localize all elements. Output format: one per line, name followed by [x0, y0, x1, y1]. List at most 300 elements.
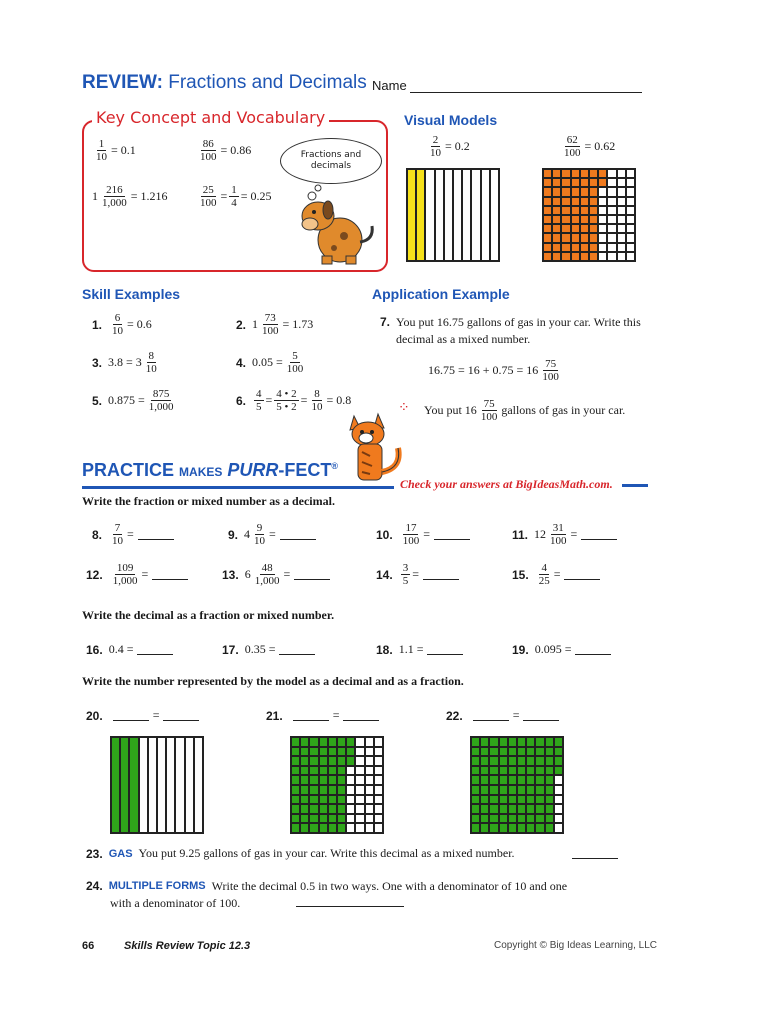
model-cell — [526, 823, 535, 833]
model-strip — [444, 169, 453, 261]
model-cell — [471, 804, 480, 814]
model-cell — [571, 206, 580, 215]
answer-blank[interactable] — [575, 644, 611, 655]
model-cell — [543, 215, 552, 224]
answer-blank[interactable] — [294, 569, 330, 580]
model-cell — [526, 766, 535, 776]
model-cell — [626, 233, 635, 242]
model-cell — [617, 233, 626, 242]
model-cell — [291, 766, 300, 776]
model-cell — [480, 766, 489, 776]
model-cell — [328, 823, 337, 833]
dog-illustration-icon — [288, 180, 378, 268]
model-cell — [589, 169, 598, 178]
model-cell — [607, 233, 616, 242]
model-cell — [346, 795, 355, 805]
model-cell — [291, 804, 300, 814]
model-cell — [545, 775, 554, 785]
model-cell — [300, 804, 309, 814]
model-cell — [309, 775, 318, 785]
model-cell — [319, 756, 328, 766]
model-cell — [480, 823, 489, 833]
model-cell — [300, 766, 309, 776]
answer-blank[interactable] — [427, 644, 463, 655]
answer-blank[interactable] — [564, 569, 600, 580]
model-cell — [319, 775, 328, 785]
model-cell — [374, 804, 383, 814]
model-cell — [598, 233, 607, 242]
model-cell — [545, 747, 554, 757]
model-cell — [508, 785, 517, 795]
model-strip — [425, 169, 434, 261]
model-cell — [489, 804, 498, 814]
model-cell — [328, 775, 337, 785]
model-cell — [328, 747, 337, 757]
model-cell — [589, 224, 598, 233]
vm-eq-a: $\frac{2}{10}$ = 0.2 — [430, 134, 470, 159]
model-cell — [309, 785, 318, 795]
model-cell — [545, 756, 554, 766]
model-cell — [489, 766, 498, 776]
model-cell — [480, 814, 489, 824]
model-cell — [374, 756, 383, 766]
copyright: Copyright © Big Ideas Learning, LLC — [494, 940, 658, 951]
model-cell — [589, 197, 598, 206]
key-concept-title: Key Concept and Vocabulary — [92, 108, 329, 127]
model-cell — [598, 243, 607, 252]
model-cell — [626, 206, 635, 215]
model-cell — [328, 785, 337, 795]
model-cell — [355, 795, 364, 805]
model-cell — [571, 252, 580, 261]
model-cell — [561, 233, 570, 242]
model-cell — [300, 737, 309, 747]
model-cell — [543, 169, 552, 178]
model-cell — [291, 756, 300, 766]
practice-title: PRACTICE MAKES PURR-FECT® — [82, 460, 339, 480]
model-cell — [337, 737, 346, 747]
model-cell — [552, 169, 561, 178]
answer-blank[interactable] — [581, 529, 617, 540]
model-cell — [580, 243, 589, 252]
answer-blank[interactable] — [279, 644, 315, 655]
model-cell — [508, 823, 517, 833]
application-example-title: Application Example — [372, 286, 510, 302]
model-cell — [543, 187, 552, 196]
model-cell — [355, 775, 364, 785]
model-cell — [617, 197, 626, 206]
skill-example-2: 2. 1 $\frac{73}{100}$ = 1.73 — [236, 312, 314, 337]
kc-eq-1: $\frac{1}{10}$ = 0.1 — [96, 138, 136, 163]
answer-blank[interactable] — [523, 710, 559, 721]
model-cell — [291, 795, 300, 805]
answer-blank[interactable] — [280, 529, 316, 540]
model-cell — [561, 187, 570, 196]
model-cell — [489, 756, 498, 766]
model-cell — [543, 243, 552, 252]
exercise-22: 22. = — [446, 708, 559, 723]
model-cell — [337, 747, 346, 757]
model-cell — [489, 785, 498, 795]
model-cell — [300, 775, 309, 785]
model-cell — [337, 775, 346, 785]
name-line[interactable] — [410, 92, 642, 93]
model-cell — [589, 233, 598, 242]
model-strip — [490, 169, 499, 261]
model-cell — [571, 178, 580, 187]
model-cell — [355, 747, 364, 757]
model-cell — [543, 252, 552, 261]
model-cell — [480, 747, 489, 757]
model-cell — [598, 178, 607, 187]
model-cell — [535, 785, 544, 795]
model-cell — [589, 252, 598, 261]
model-cell — [561, 224, 570, 233]
vm-eq-b: $\frac{62}{100}$ = 0.62 — [564, 134, 616, 159]
model-cell — [526, 737, 535, 747]
exercise-21: 21. = — [266, 708, 379, 723]
answer-blank[interactable] — [343, 710, 379, 721]
model-cell — [489, 737, 498, 747]
model-cell — [526, 785, 535, 795]
kc-eq-4: $\frac{25}{100}$ = $\frac{1}{4}$ = 0.25 — [200, 184, 272, 209]
skill-example-5: 5. 0.875 = $\frac{875}{1,000}$ — [92, 388, 174, 413]
model-strip — [185, 737, 194, 833]
model-cell — [471, 756, 480, 766]
model-cell — [545, 795, 554, 805]
model-cell — [626, 169, 635, 178]
model-cell — [346, 823, 355, 833]
model-strip — [435, 169, 444, 261]
model-cell — [626, 243, 635, 252]
kc-eq-2: $\frac{86}{100}$ = 0.86 — [200, 138, 252, 163]
model-cell — [554, 823, 563, 833]
model-cell — [535, 814, 544, 824]
model-cell — [617, 243, 626, 252]
model-cell — [471, 766, 480, 776]
topic-label: Skills Review Topic 12.3 — [124, 940, 251, 952]
model-cell — [499, 766, 508, 776]
model-cell — [617, 187, 626, 196]
model-cell — [617, 252, 626, 261]
model-cell — [309, 804, 318, 814]
model-strip — [120, 737, 129, 833]
model-cell — [300, 823, 309, 833]
model-cell — [554, 756, 563, 766]
model-cell — [319, 814, 328, 824]
model-cell — [561, 197, 570, 206]
model-strip — [175, 737, 184, 833]
answer-line-23[interactable] — [572, 858, 618, 859]
model-cell — [355, 804, 364, 814]
answer-blank[interactable] — [434, 529, 470, 540]
model-cell — [309, 756, 318, 766]
model-cell — [346, 775, 355, 785]
model-cell — [508, 756, 517, 766]
model-cell — [499, 795, 508, 805]
model-cell — [508, 766, 517, 776]
model-cell — [607, 197, 616, 206]
model-cell — [607, 178, 616, 187]
model-cell — [626, 252, 635, 261]
model-cell — [571, 243, 580, 252]
model-cell — [535, 747, 544, 757]
model-cell — [365, 737, 374, 747]
skill-example-1: 1. $\frac{6}{10}$ = 0.6 — [92, 312, 152, 337]
model-cell — [554, 804, 563, 814]
exercise-18: 18. 1.1 = — [376, 642, 463, 657]
model-cell — [346, 814, 355, 824]
model-cell — [309, 766, 318, 776]
page-number: 66 — [82, 940, 95, 952]
model-cell — [517, 756, 526, 766]
model-cell — [617, 224, 626, 233]
model-cell — [480, 795, 489, 805]
model-cell — [543, 224, 552, 233]
model-21 — [290, 736, 384, 834]
model-cell — [374, 785, 383, 795]
model-cell — [626, 187, 635, 196]
model-cell — [571, 197, 580, 206]
model-cell — [552, 243, 561, 252]
model-cell — [328, 804, 337, 814]
model-cell — [580, 178, 589, 187]
model-cell — [471, 747, 480, 757]
model-cell — [535, 804, 544, 814]
model-cell — [480, 775, 489, 785]
model-cell — [554, 747, 563, 757]
answer-blank[interactable] — [138, 529, 174, 540]
model-cell — [580, 187, 589, 196]
model-cell — [365, 795, 374, 805]
model-cell — [580, 215, 589, 224]
model-cell — [365, 814, 374, 824]
model-strip — [148, 737, 157, 833]
model-cell — [545, 804, 554, 814]
model-cell — [626, 215, 635, 224]
model-cell — [319, 823, 328, 833]
model-cell — [319, 785, 328, 795]
visual-model-hundredths — [542, 168, 636, 262]
visual-models-title: Visual Models — [404, 112, 498, 128]
model-cell — [291, 747, 300, 757]
model-cell — [571, 215, 580, 224]
model-cell — [552, 197, 561, 206]
model-cell — [571, 169, 580, 178]
model-cell — [517, 737, 526, 747]
model-strip — [194, 737, 203, 833]
model-cell — [471, 814, 480, 824]
application-equation: 16.75 = 16 + 0.75 = 16 $\frac{75}{100}$ — [428, 358, 559, 383]
model-cell — [374, 775, 383, 785]
thought-bubble: Fractions and decimals — [280, 138, 382, 184]
model-cell — [471, 775, 480, 785]
model-cell — [365, 766, 374, 776]
model-cell — [319, 747, 328, 757]
model-cell — [607, 224, 616, 233]
model-cell — [489, 814, 498, 824]
model-cell — [508, 747, 517, 757]
model-cell — [309, 823, 318, 833]
model-cell — [580, 169, 589, 178]
model-cell — [508, 814, 517, 824]
answer-blank[interactable] — [163, 710, 199, 721]
model-cell — [554, 737, 563, 747]
model-cell — [328, 795, 337, 805]
model-cell — [499, 814, 508, 824]
model-cell — [598, 197, 607, 206]
model-cell — [598, 169, 607, 178]
skill-example-3: 3. 3.8 = 3 $\frac{8}{10}$ — [92, 350, 157, 375]
model-cell — [309, 737, 318, 747]
model-cell — [543, 233, 552, 242]
check-answers-link[interactable]: Check your answers at BigIdeasMath.com. — [400, 477, 613, 491]
model-cell — [607, 243, 616, 252]
practice-rule-left — [82, 486, 394, 489]
model-cell — [589, 215, 598, 224]
model-cell — [552, 224, 561, 233]
directions-2: Write the decimal as a fraction or mixed number. — [82, 608, 335, 622]
model-cell — [535, 823, 544, 833]
model-cell — [365, 775, 374, 785]
model-cell — [291, 775, 300, 785]
model-cell — [355, 737, 364, 747]
model-cell — [480, 804, 489, 814]
model-cell — [552, 252, 561, 261]
page-title — [82, 72, 367, 94]
model-cell — [499, 747, 508, 757]
model-cell — [561, 169, 570, 178]
model-cell — [309, 814, 318, 824]
exercise-14: 14. $\frac{3}{5}$ = — [376, 562, 459, 587]
answer-blank[interactable] — [152, 569, 188, 580]
answer-line-24[interactable] — [296, 906, 404, 907]
exercise-19: 19. 0.095 = — [512, 642, 611, 657]
review-label: REVIEW: — [82, 72, 163, 93]
model-cell — [580, 206, 589, 215]
model-cell — [607, 169, 616, 178]
exercise-11: 11. 12 $\frac{31}{100}$ = — [512, 522, 617, 547]
model-cell — [355, 823, 364, 833]
application-problem: 7. You put 16.75 gallons of gas in your car. Write this decimal as a mixed number. — [380, 315, 641, 346]
answer-blank[interactable] — [423, 569, 459, 580]
model-cell — [499, 775, 508, 785]
model-cell — [517, 823, 526, 833]
model-cell — [526, 747, 535, 757]
model-cell — [355, 785, 364, 795]
practice-rule-right — [622, 484, 648, 487]
model-cell — [626, 224, 635, 233]
model-cell — [561, 215, 570, 224]
model-cell — [571, 187, 580, 196]
model-cell — [526, 795, 535, 805]
skill-examples-title: Skill Examples — [82, 286, 181, 302]
model-cell — [508, 775, 517, 785]
model-cell — [489, 747, 498, 757]
model-cell — [526, 814, 535, 824]
answer-blank[interactable] — [113, 710, 149, 721]
model-cell — [319, 804, 328, 814]
model-cell — [571, 233, 580, 242]
model-cell — [545, 823, 554, 833]
model-cell — [480, 737, 489, 747]
model-cell — [355, 756, 364, 766]
model-cell — [346, 804, 355, 814]
model-cell — [517, 804, 526, 814]
model-strip — [166, 737, 175, 833]
model-cell — [543, 178, 552, 187]
model-strip — [407, 169, 416, 261]
model-cell — [508, 795, 517, 805]
model-cell — [365, 756, 374, 766]
exercise-17: 17. 0.35 = — [222, 642, 315, 657]
model-20 — [110, 736, 204, 834]
exercise-9: 9. 4 $\frac{9}{10}$ = — [228, 522, 316, 547]
model-cell — [543, 206, 552, 215]
model-cell — [471, 737, 480, 747]
kc-eq-3: 1 $\frac{216}{1,000}$ = 1.216 — [92, 184, 168, 209]
model-cell — [598, 215, 607, 224]
model-cell — [554, 766, 563, 776]
model-cell — [374, 823, 383, 833]
model-cell — [552, 206, 561, 215]
model-cell — [535, 775, 544, 785]
model-cell — [319, 737, 328, 747]
model-cell — [346, 737, 355, 747]
model-strip — [453, 169, 462, 261]
model-cell — [545, 785, 554, 795]
model-cell — [337, 795, 346, 805]
exercise-15: 15. $\frac{4}{25}$ = — [512, 562, 600, 587]
model-cell — [580, 252, 589, 261]
model-cell — [589, 187, 598, 196]
model-cell — [545, 737, 554, 747]
exercise-13: 13. 6 $\frac{48}{1,000}$ = — [222, 562, 330, 587]
model-cell — [617, 178, 626, 187]
model-cell — [499, 737, 508, 747]
model-cell — [554, 795, 563, 805]
model-cell — [517, 766, 526, 776]
model-cell — [489, 823, 498, 833]
model-cell — [535, 766, 544, 776]
model-cell — [328, 814, 337, 824]
model-cell — [589, 178, 598, 187]
model-cell — [337, 766, 346, 776]
answer-blank[interactable] — [473, 710, 509, 721]
model-cell — [607, 206, 616, 215]
model-cell — [535, 737, 544, 747]
model-cell — [328, 737, 337, 747]
model-cell — [480, 785, 489, 795]
model-strip — [157, 737, 166, 833]
model-cell — [480, 756, 489, 766]
model-cell — [337, 756, 346, 766]
model-cell — [552, 178, 561, 187]
answer-blank[interactable] — [137, 644, 173, 655]
model-cell — [489, 795, 498, 805]
model-cell — [554, 814, 563, 824]
model-strip — [471, 169, 480, 261]
model-cell — [300, 785, 309, 795]
answer-blank[interactable] — [293, 710, 329, 721]
title-text: Fractions and Decimals — [168, 72, 367, 93]
model-strip — [129, 737, 138, 833]
model-cell — [561, 252, 570, 261]
model-cell — [508, 804, 517, 814]
model-strip — [139, 737, 148, 833]
model-cell — [471, 823, 480, 833]
model-cell — [291, 814, 300, 824]
